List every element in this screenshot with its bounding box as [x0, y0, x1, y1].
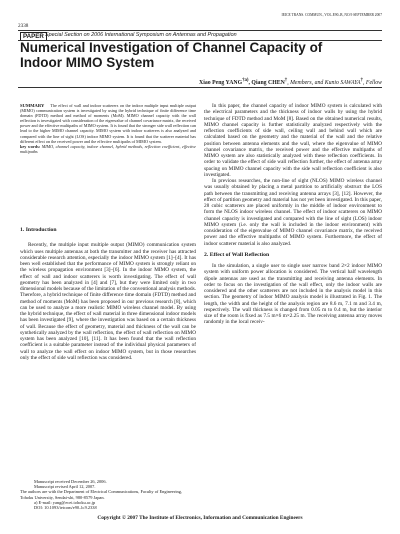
abstract	[20, 103, 196, 154]
abstract-label: SUMMARY	[20, 103, 45, 108]
keywords-label: key words:	[20, 143, 41, 149]
top-rule	[18, 30, 382, 31]
keywords-text: MIMO, channel capacity, indoor channel, hybrid methods, reflection coefficient, effective multipaths	[20, 143, 196, 154]
paper-title: Numerical Investigation of Channel Capacity of Indoor MIMO System	[20, 40, 323, 70]
author-sup-1: †a)	[242, 78, 249, 83]
page-number: 2338	[18, 23, 29, 29]
footnote-doi: DOI: 10.1093/ietcom/e90–b.9.2338	[34, 505, 97, 511]
author-rule	[18, 87, 382, 88]
footnotes	[20, 479, 196, 510]
footnote-email: a) E-mail: yang@ecei.tohoku.ac.jp	[34, 499, 96, 505]
author-role-2: , Fellow	[363, 79, 382, 86]
body-paragraph-1: In this paper, the channel capacity of indoor MIMO system is calculated with the electrical parameters and the thickness of indoor walls by using the hybrid technique of FDTD method and MoM [8]. Based on the obtained numerical results, MIMO channel capacity is further statistically analyzed respectively with the reflection coefficients of side wall, ceiling wall and behind wall which are calculated based on the geometry and the material of the wall and the relative position between antenna elements and the wall, where the eigenvalue of MIMO channel covariance matrix, the received power and the effective multipaths of MIMO system are also statistically analyzed with these reflection coefficients. In order to validate the effect of side wall reflection further, the effect of antenna array spacing on MIMO channel capacity with the side wall reflection coefficient is also investigated.	[204, 103, 382, 178]
paper-tag: PAPER	[20, 32, 47, 41]
author-line	[120, 78, 382, 86]
author-sup-3: †	[360, 78, 363, 83]
body-paragraph-2: In previous researches, the non-line of sight (NLOS) MIMO wireless channel was usually obtained by placing a metal partition to artificially obstruct the LOS path between the transmitting and receiving antenna arrays [3], [12]. However, the effect of partition geometry and material has not yet been investigated. In this paper, 28 cubic scatterers are placed uniformly in the middle of indoor environment to form the NLOS indoor wireless channel. The effect of indoor scatterers on MIMO channel capacity is investigated and compared with the line of sight (LOS) indoor MIMO system (i.e. only the wall is included in the indoor environment) with consideration of the eigenvalue of MIMO channel covariance matrix, the received power and the effective multipaths of MIMO system. Furthermore, the effect of indoor scatterer material is also analyzed.	[204, 178, 382, 247]
copyright: Copyright © 2007 The Institute of Electronics, Information and Communication Engineers	[97, 515, 303, 521]
intro-paragraph: Recently, the multiple input multiple output (MIMO) communication system which uses multiple antennas at both the transmitter and the receiver has attracted considerable research attention, especially the indoor MIMO system [1]–[4]. It has been well established that the performance of MIMO system is strongly reliant on the wireless propagation environment [3]–[6]. In the indoor MIMO system, the effect of wall and indoor scatterers is worth investigating. The effect of wall geometry has been analyzed in [4] and [7], but they were limited only in two dimensional models because of the limitation of the conventional analysis methods. Therefore, a hybrid technique of finite difference time domain (FDTD) method and method of moments (MoM) has been proposed in our previous research [8], which can be used to analyze a more realistic MIMO wireless channel model. By using the hybrid technique, the effect of wall material in three dimensional indoor models has been investigated [9], where the investigation was based on a certain thickness of wall. Because the effect of geometry, material and thickness of the wall can be synthetically analyzed by the wall reflection, the effect of wall reflection on MIMO system has been analyzed [10], [11]. It has been found that the wall reflection coefficient is a suitable parameter instead of the individual physical parameters of wall to analyze the wall effect on indoor MIMO system, but in those researches only the effect of side wall reflection was considered.	[20, 242, 196, 361]
footnote-affiliation: The authors are with the Department of Electrical Communications, Faculty of Engineering, Tohoku University, Sendai-shi, 980-8579 Japan.	[20, 489, 183, 500]
footnote-received: Manuscript received December 26, 2006.	[34, 479, 107, 484]
author-names: Xiao Peng YANG	[199, 79, 243, 86]
wall-heading: 2. Effect of Wall Reflection	[204, 251, 270, 258]
keywords	[20, 144, 196, 154]
footnote-revised: Manuscript revised April 12, 2007.	[34, 484, 96, 490]
author-role: , Members, and Kunio SAWAYA	[287, 79, 361, 86]
abstract-text: The effect of wall and indoor scatterers on the indoor multiple input multiple output (MIMO) communication system is investigated by using the hybrid technique of finite difference time domain (FDTD) method and method of moments (MoM). MIMO channel capacity with the wall reflection is investigated with consideration of the eigenvalue of channel covariance matrix, the received power and the effective multipaths of MIMO system. It is found that the stronger side wall reflection can lead to the higher MIMO channel capacity. MIMO system with indoor scatterers is also analyzed and compared with the line of sight (LOS) indoor MIMO system. It is found that the scatterer material has different effect on the received power and the effective multipaths of MIMO system.	[20, 103, 196, 144]
author-sup-2: †	[284, 78, 288, 83]
author-sep: , Qiang CHEN	[248, 79, 285, 86]
right-column	[204, 103, 382, 326]
introduction	[20, 227, 196, 361]
special-section: Special Section on 2006 International Symposium on Antennas and Propagation	[45, 32, 237, 38]
intro-heading: 1. Introduction	[20, 227, 57, 233]
journal-header: IEICE TRANS. COMMUN., VOL.E90–B, NO.9 SEPTEMBER 2007	[281, 13, 382, 17]
wall-paragraph: In the simulation, a single user to single user narrow band 2×2 indoor MIMO system with uniform power allocation is considered. The vertical half wavelength dipole antennas are used as the transmitting and receiving antenna elements. In order to focus on the investigation of the wall effect, only the indoor walls are considered and the other scatterers are not included in the analysis model in this section. The geometry of indoor MIMO analysis model is illustrated in Fig. 1. The length, the width and the height of the analysis region are 8.6 m, 7.1 m and 3.4 m, respectively. The wall thickness is changed from 0.05 m to 0.4 m, but the interior size of the room is fixed as 7.5 m×6 m×2.25 m. The receiving antenna array moves randomly in the local receiv-	[204, 263, 382, 326]
